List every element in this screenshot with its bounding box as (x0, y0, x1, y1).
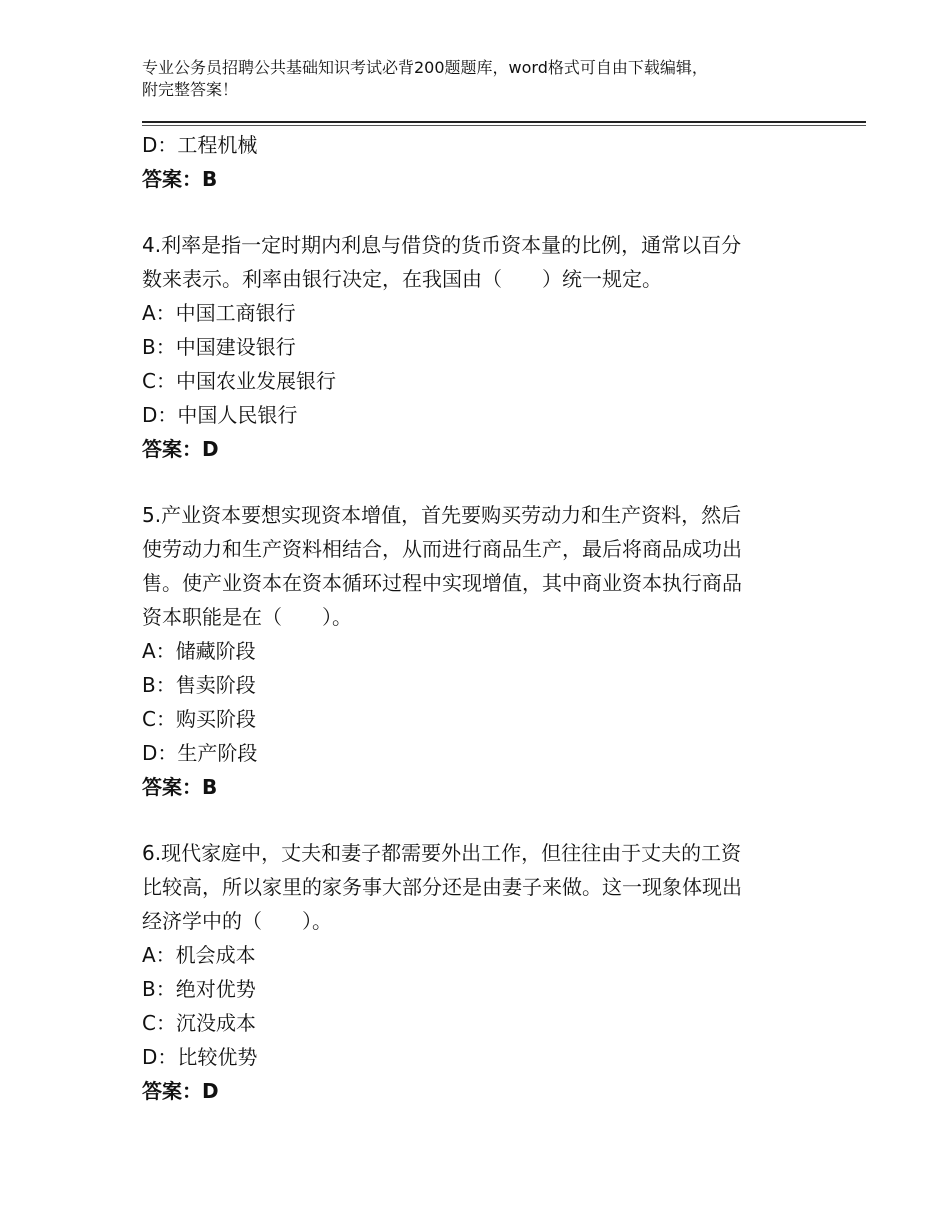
header-rule-thin (142, 125, 866, 126)
question-stem-line: 资本职能是在（ ）。 (142, 605, 352, 629)
question-4 (142, 228, 802, 466)
option-a: A：储藏阶段 (142, 639, 256, 663)
answer-line: 答案：D (142, 1079, 219, 1103)
question-stem-line: 经济学中的（ ）。 (142, 909, 332, 933)
question-3-tail (142, 128, 802, 196)
option-d: D：工程机械 (142, 133, 258, 157)
question-stem-line: 使劳动力和生产资料相结合，从而进行商品生产，最后将商品成功出 (142, 537, 742, 561)
answer-line: 答案：B (142, 775, 218, 799)
question-stem-line: 售。使产业资本在资本循环过程中实现增值，其中商业资本执行商品 (142, 571, 742, 595)
option-a: A：中国工商银行 (142, 301, 296, 325)
option-b: B：绝对优势 (142, 977, 256, 1001)
answer-line: 答案：D (142, 437, 219, 461)
header-line-2: 附完整答案！ (142, 80, 239, 99)
option-a: A：机会成本 (142, 943, 256, 967)
question-stem-line: 比较高，所以家里的家务事大部分还是由妻子来做。这一现象体现出 (142, 875, 742, 899)
page-header (142, 57, 802, 101)
question-stem-line: 6.现代家庭中，丈夫和妻子都需要外出工作，但往往由于丈夫的工资 (142, 841, 742, 865)
question-5 (142, 498, 802, 804)
option-d: D：比较优势 (142, 1045, 258, 1069)
option-c: C：沉没成本 (142, 1011, 256, 1035)
question-stem-line: 数来表示。利率由银行决定，在我国由（ ）统一规定。 (142, 267, 662, 291)
header-line-1: 专业公务员招聘公共基础知识考试必背200题题库，word格式可自由下载编辑， (142, 58, 708, 77)
header-rule-thick (142, 121, 866, 123)
option-c: C：中国农业发展银行 (142, 369, 336, 393)
answer-line: 答案：B (142, 167, 218, 191)
question-stem-line: 4.利率是指一定时期内利息与借贷的货币资本量的比例，通常以百分 (142, 233, 742, 257)
option-b: B：售卖阶段 (142, 673, 256, 697)
question-stem-line: 5.产业资本要想实现资本增值，首先要购买劳动力和生产资料，然后 (142, 503, 742, 527)
option-d: D：中国人民银行 (142, 403, 298, 427)
option-d: D：生产阶段 (142, 741, 258, 765)
document-body (142, 128, 802, 1108)
question-6 (142, 836, 802, 1108)
option-c: C：购买阶段 (142, 707, 256, 731)
option-b: B：中国建设银行 (142, 335, 296, 359)
